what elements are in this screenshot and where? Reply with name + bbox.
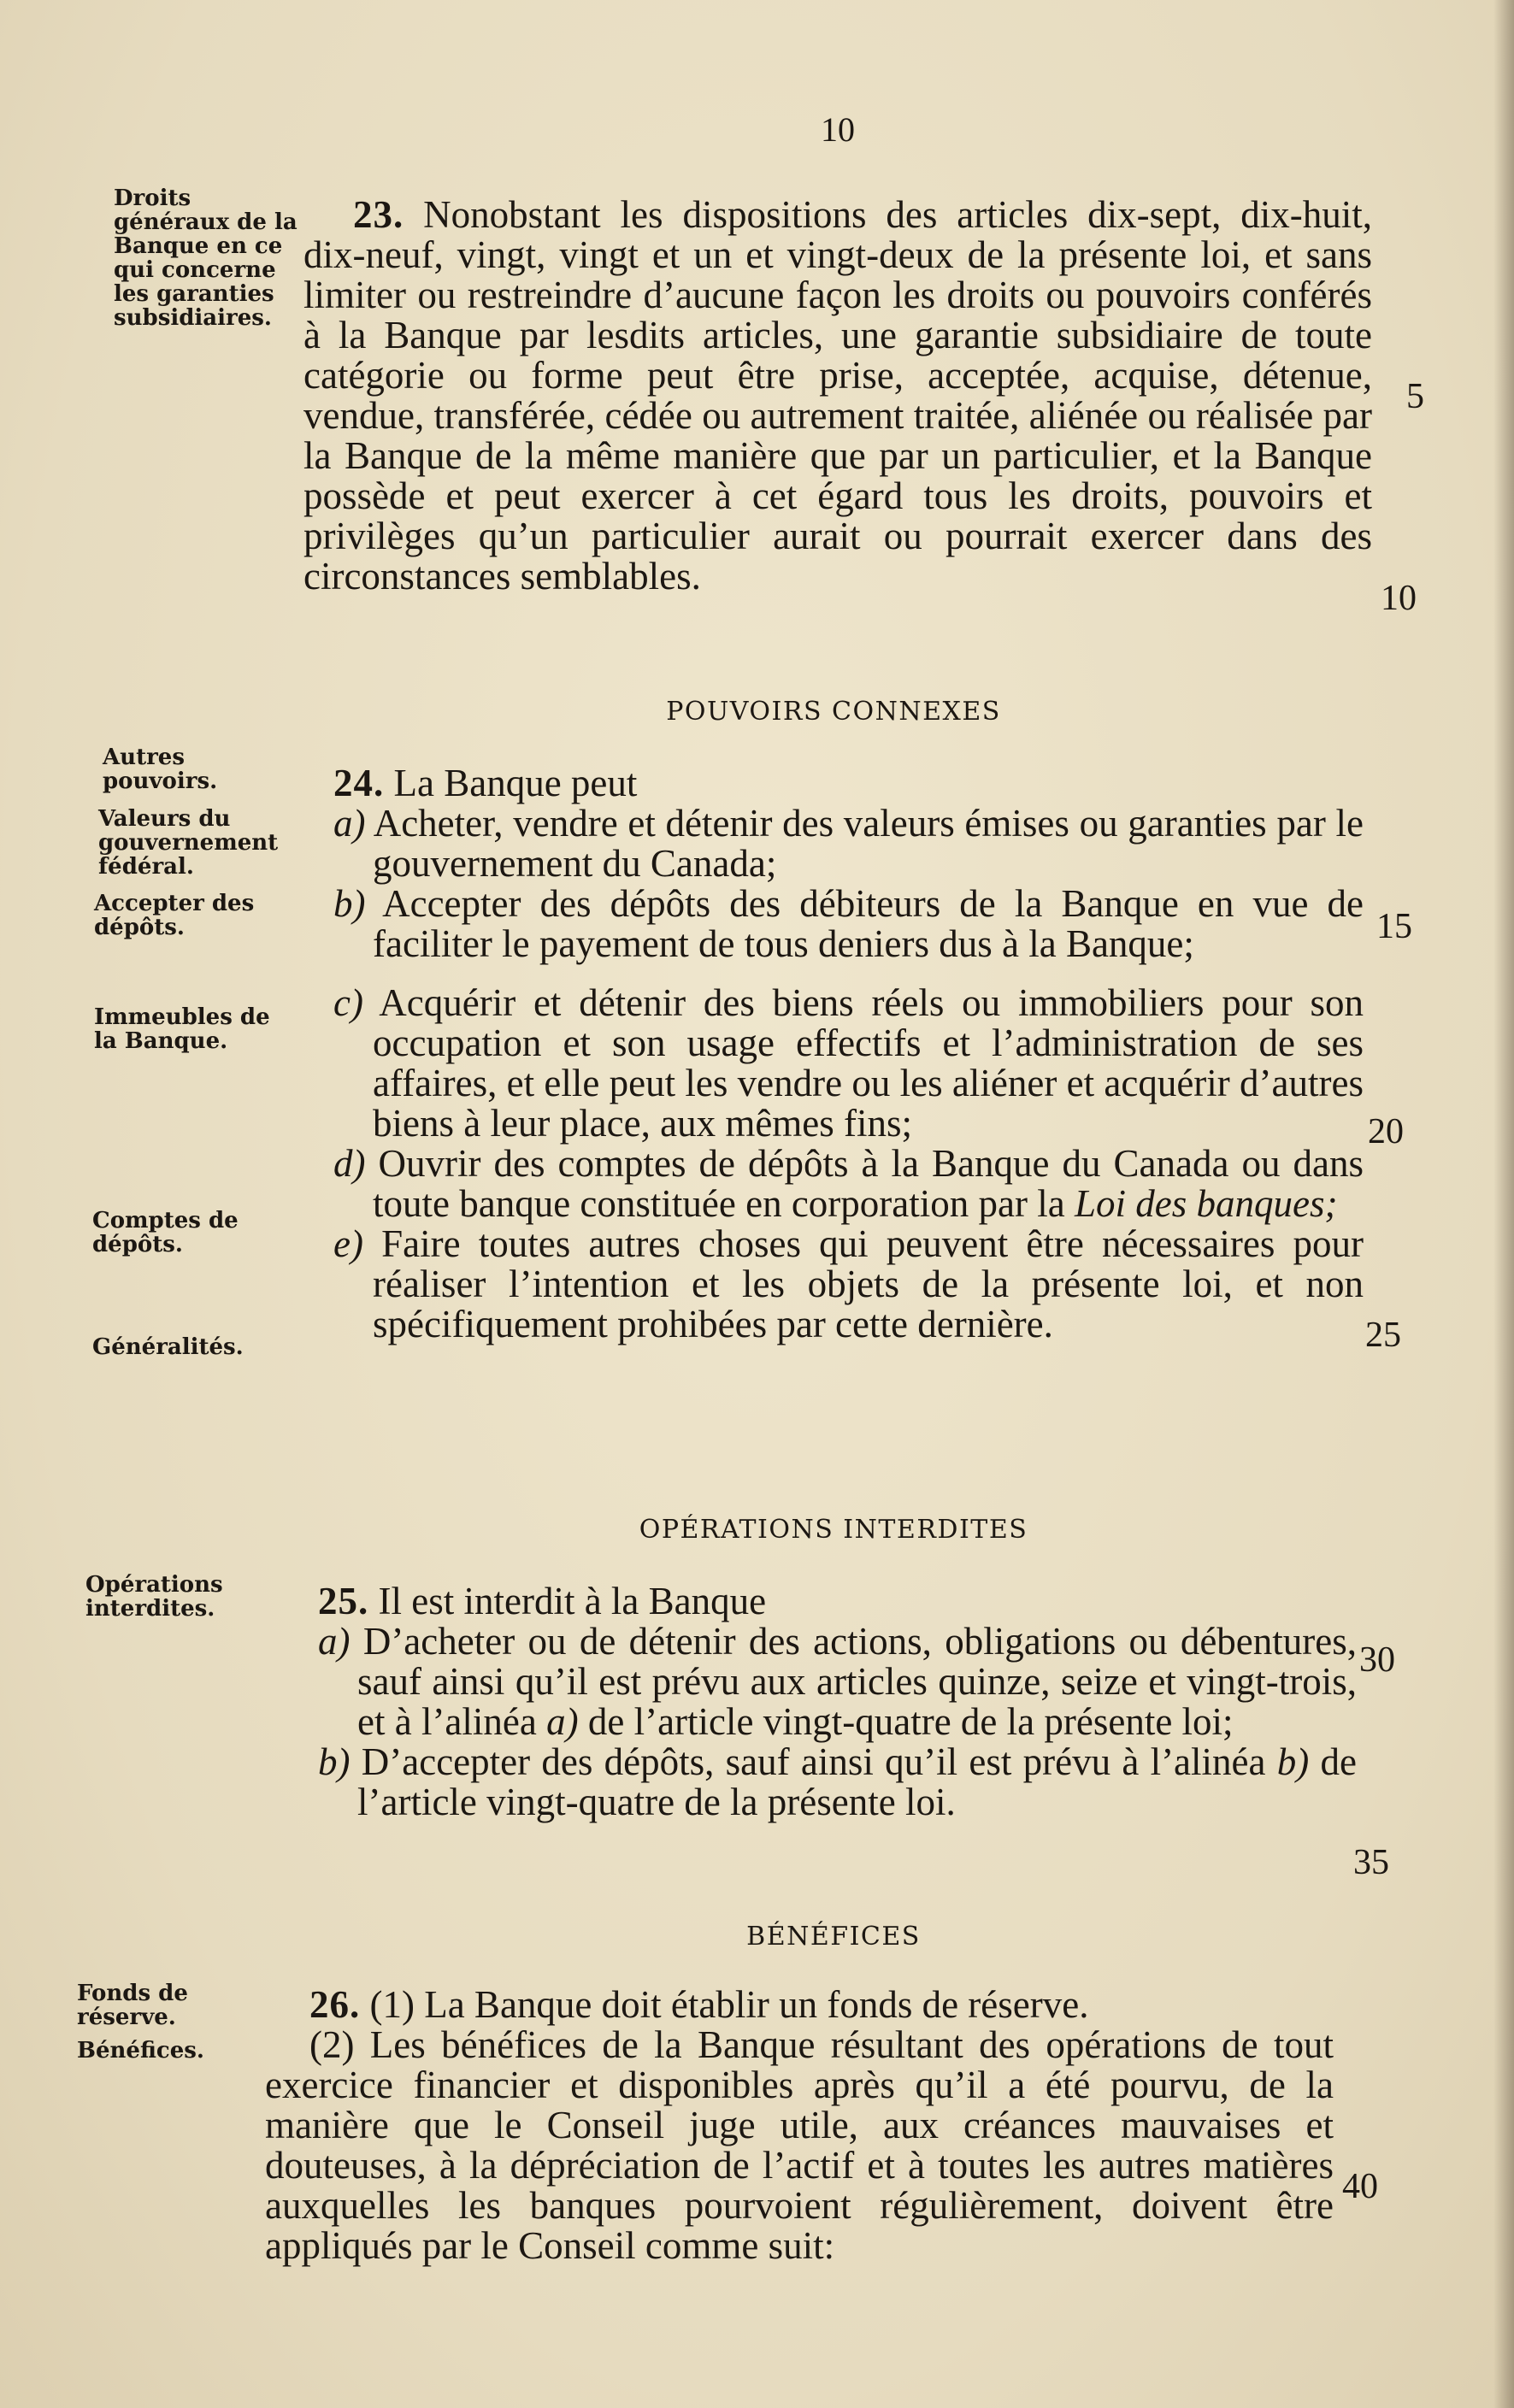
line-number-10: 10 [1381,579,1417,618]
margin-note-droits-generaux: Droits généraux de la Banque en ce qui concerne les garanties subsidiaires. [114,185,297,331]
section-number: 25. [318,1580,369,1622]
clause-d: d) Ouvrir des comptes de dépôts à la Banque du Canada ou dans toute banque constituée en corporation par la Loi des banques; [333,1142,1364,1225]
section-26 [265,1985,1334,2266]
clause-c: c) Acquérir et détenir des biens réels ou immobiliers pour son occupation et son usage effectifs et l’administration de ses affaires, et elle peut les vendre ou les aliéner et acquérir d’autres biens à leur place, aux mêmes fins; [333,981,1364,1145]
line-number-40: 40 [1342,2167,1378,2206]
page-number: 10 [821,110,855,149]
line-number-25: 25 [1365,1316,1401,1355]
margin-note-benefices: Bénéfices. [77,2038,204,2064]
margin-note-comptes-depots: Comptes de dépôts. [92,1208,239,1257]
margin-note-operations-interdites: Opérations interdites. [85,1572,223,1622]
margin-note-immeubles: Immeubles de la Banque. [94,1004,270,1054]
section-number: 24. [333,762,385,804]
section-number: 23. [353,193,404,236]
section-intro: Il est interdit à la Banque [378,1580,767,1622]
margin-note-autres-pouvoirs: Autres pouvoirs. [103,745,218,794]
margin-note-accepter-depots: Accepter des dépôts. [94,891,255,940]
line-number-35: 35 [1353,1843,1389,1882]
section-text: Nonobstant les dispositions des articles dix-sept, dix-huit, dix-neuf, vingt, vingt et un et vingt-deux de la présente loi, et sans limiter ou restreindre d’aucune façon les droits ou pouvoirs conférés à la Banque par lesdits articles, une garantie subsidiaire de toute catégorie ou forme peut être prise, acceptée, acquise, détenue, vendue, transférée, cédée ou autrement traitée, aliénée ou réalisée par la Banque de la même manière que par un particulier, et la Banque possède et peut exercer à cet égard tous les droits, pouvoirs et privilèges qu’un particulier aurait ou pourrait exercer dans des circonstances semblables. [303,193,1372,598]
section-25 [318,1581,1357,1822]
clause-b: b) D’accepter des dépôts, sauf ainsi qu’il est prévu à l’alinéa b) de l’article vingt-quatre de la présente loi. [318,1740,1358,1823]
line-number-5: 5 [1406,377,1424,416]
margin-note-generalites: Généralités. [92,1334,244,1360]
margin-note-valeurs: Valeurs du gouvernement fédéral. [98,806,279,880]
line-number-20: 20 [1368,1112,1404,1151]
clause-a: a) Acheter, vendre et détenir des valeurs émises ou garanties par le gouvernement du Canada; [333,802,1364,885]
heading-pouvoirs-connexes: POUVOIRS CONNEXES [666,697,1001,727]
section-intro: La Banque peut [393,762,638,804]
clause-a: a) D’acheter ou de détenir des actions, obligations ou débentures, sauf ainsi qu’il est prévu aux articles quinze, seize et vingt-trois, et à l’alinéa a) de l’article vingt-quatre de la présente loi; [318,1620,1358,1743]
subsection-1: (1) La Banque doit établir un fonds de réserve. [369,1983,1089,2026]
line-number-30: 30 [1359,1640,1395,1680]
margin-note-fonds-reserve: Fonds de réserve. [77,1981,188,2030]
subsection-2: (2) Les bénéfices de la Banque résultant des opérations de tout exercice financier et disponibles après qu’il a été pourvu, de la manière que le Conseil juge utile, aux créances mauvaises et douteuses, à la dépréciation de l’actif et à toutes les autres matières auxquelles les banques pourvoient régulièrement, doivent être appliqués par le Conseil comme suit: [265,2023,1334,2267]
section-24 [333,763,1364,1345]
clause-b: b) Accepter des dépôts des débiteurs de la Banque en vue de faciliter le payement de tous deniers dus à la Banque; [333,882,1364,965]
section-number: 26. [309,1983,361,2026]
heading-benefices: BÉNÉFICES [746,1922,921,1952]
page-edge-shadow [1493,0,1514,2408]
heading-operations-interdites: OPÉRATIONS INTERDITES [639,1515,1028,1545]
section-23 [303,195,1372,597]
line-number-15: 15 [1376,907,1412,946]
clause-e: e) Faire toutes autres choses qui peuvent être nécessaires pour réaliser l’intention et les objets de la présente loi, et non spécifiquement prohibées par cette dernière. [333,1222,1364,1345]
